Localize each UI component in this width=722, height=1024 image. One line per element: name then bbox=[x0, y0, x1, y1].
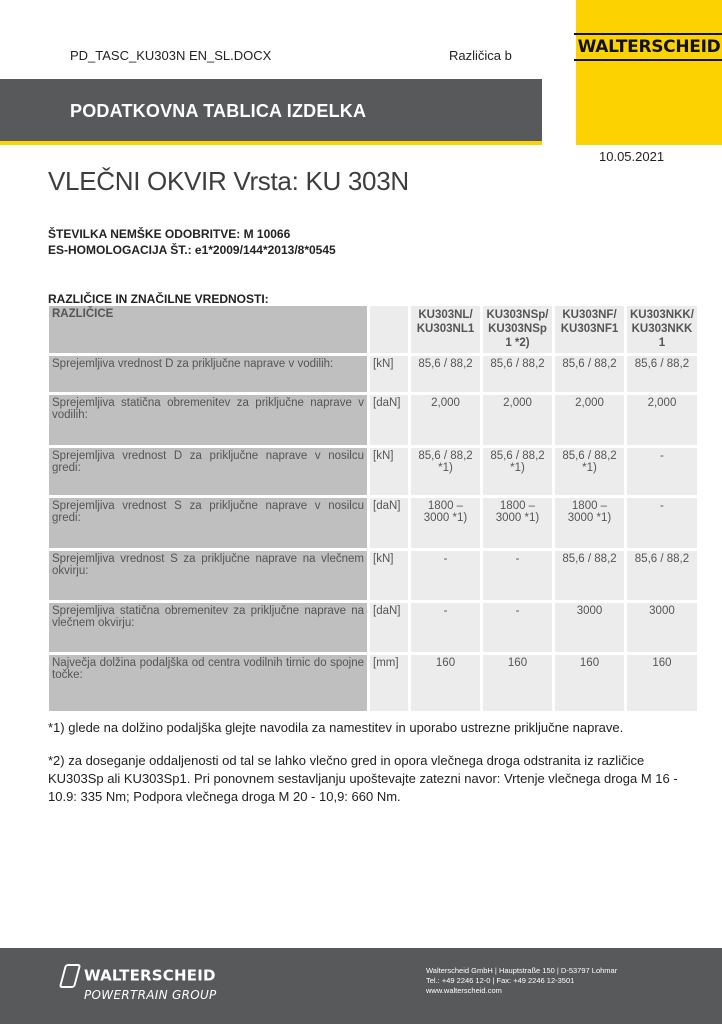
row-unit: [daN] bbox=[370, 498, 408, 548]
row-value: - bbox=[411, 603, 480, 652]
table-row bbox=[49, 603, 697, 652]
table-row bbox=[49, 395, 697, 445]
row-value: 160 bbox=[627, 655, 697, 711]
homologation-number: ES-HOMOLOGACIJA ŠT.: e1*2009/144*2013/8*0545 bbox=[48, 243, 336, 257]
row-description: Sprejemljiva vrednost S za priključne naprave na vlečnem okvirju: bbox=[49, 551, 367, 600]
row-value: 85,6 / 88,2 bbox=[555, 551, 624, 600]
row-description: Sprejemljiva statična obremenitev za priključne naprave na vlečnem okvirju: bbox=[49, 603, 367, 652]
row-value: 160 bbox=[555, 655, 624, 711]
row-value: 1800 – 3000 *1) bbox=[411, 498, 480, 548]
footer-logo-name: WALTERSCHEID bbox=[84, 966, 216, 985]
row-unit: [mm] bbox=[370, 655, 408, 711]
row-value: 85,6 / 88,2 bbox=[555, 356, 624, 392]
approval-number: ŠTEVILKA NEMŠKE ODOBRITVE: M 10066 bbox=[48, 227, 291, 241]
variants-title: RAZLIČICE IN ZNAČILNE VREDNOSTI: bbox=[48, 292, 269, 306]
row-description: Največja dolžina podaljška od centra vodilnih tirnic do spojne točke: bbox=[49, 655, 367, 711]
table-row bbox=[49, 356, 697, 392]
row-value: 2,000 bbox=[627, 395, 697, 445]
header-variants-label: RAZLIČICE bbox=[49, 306, 367, 353]
row-value: 2,000 bbox=[411, 395, 480, 445]
row-value: 160 bbox=[483, 655, 552, 711]
table-row bbox=[49, 498, 697, 548]
table-row bbox=[49, 448, 697, 495]
row-value: 1800 – 3000 *1) bbox=[555, 498, 624, 548]
row-unit: [daN] bbox=[370, 603, 408, 652]
row-value: 2,000 bbox=[483, 395, 552, 445]
row-value: - bbox=[627, 448, 697, 495]
row-value: - bbox=[483, 603, 552, 652]
table-row bbox=[49, 551, 697, 600]
logo-text: WALTERSCHEID bbox=[574, 33, 722, 61]
footer-logo bbox=[62, 964, 217, 1002]
header-accent-block bbox=[576, 0, 722, 145]
row-value: - bbox=[483, 551, 552, 600]
row-value: - bbox=[627, 498, 697, 548]
document-filename: PD_TASC_KU303N EN_SL.DOCX bbox=[70, 48, 272, 63]
footnote-1: *1) glede na dolžino podaljška glejte navodila za namestitev in uporabo ustrezne priključne naprave. bbox=[48, 720, 624, 735]
row-value: 85,6 / 88,2 *1) bbox=[555, 448, 624, 495]
row-value: 85,6 / 88,2 *1) bbox=[483, 448, 552, 495]
document-date: 10.05.2021 bbox=[599, 149, 665, 164]
row-value: 3000 bbox=[555, 603, 624, 652]
row-description: Sprejemljiva statična obremenitev za priključne naprave v vodilih: bbox=[49, 395, 367, 445]
column-header: KU303NL/ KU303NL1 bbox=[411, 306, 480, 353]
row-value: 1800 – 3000 *1) bbox=[483, 498, 552, 548]
footer-logo-line1 bbox=[62, 964, 217, 988]
row-unit: [kN] bbox=[370, 356, 408, 392]
specifications-table bbox=[46, 303, 700, 714]
row-value: 85,6 / 88,2 *1) bbox=[411, 448, 480, 495]
column-header: KU303NF/ KU303NF1 bbox=[555, 306, 624, 353]
table-row bbox=[49, 655, 697, 711]
row-unit: [daN] bbox=[370, 395, 408, 445]
row-value: 85,6 / 88,2 bbox=[411, 356, 480, 392]
row-value: 160 bbox=[411, 655, 480, 711]
page-title: VLEČNI OKVIR Vrsta: KU 303N bbox=[48, 166, 409, 196]
row-unit: [kN] bbox=[370, 448, 408, 495]
row-value: 85,6 / 88,2 bbox=[627, 356, 697, 392]
banner-title: PODATKOVNA TABLICA IZDELKA bbox=[70, 101, 367, 121]
row-description: Sprejemljiva vrednost S za priključne naprave v nosilcu gredi: bbox=[49, 498, 367, 548]
row-value: 3000 bbox=[627, 603, 697, 652]
footer-phone: Tel.: +49 2246 12-0 | Fax: +49 2246 12-3501 bbox=[426, 976, 575, 985]
row-value: 85,6 / 88,2 bbox=[627, 551, 697, 600]
header-unit-cell bbox=[370, 306, 408, 353]
row-description: Sprejemljiva vrednost D za priključne naprave v vodilih: bbox=[49, 356, 367, 392]
row-value: 2,000 bbox=[555, 395, 624, 445]
footnote-2: *2) za doseganje oddaljenosti od tal se lahko vlečno gred in opora vlečnega droga odstranita iz različice KU303Sp ali KU303Sp1. Pri ponovnem sestavljanju upoštevajte zatezni navor: Vrtenje vlečnega droga M 16 - 10.9: 335 Nm; Podpora vlečnega droga M 20 - 10,9: 660 Nm. bbox=[48, 753, 678, 804]
walterscheid-mark-icon bbox=[59, 964, 81, 988]
approval-info bbox=[48, 226, 336, 258]
column-header: KU303NKK/ KU303NKK 1 bbox=[627, 306, 697, 353]
row-description: Sprejemljiva vrednost D za priključne naprave v nosilcu gredi: bbox=[49, 448, 367, 495]
row-value: - bbox=[411, 551, 480, 600]
walterscheid-logo bbox=[576, 28, 722, 66]
row-unit: [kN] bbox=[370, 551, 408, 600]
footer-address: Walterscheid GmbH | Hauptstraße 150 | D-53797 Lohmar bbox=[426, 966, 618, 975]
row-value: 85,6 / 88,2 bbox=[483, 356, 552, 392]
footer-contact bbox=[426, 966, 617, 996]
document-version: Različica b bbox=[449, 48, 512, 63]
column-header: KU303NSp/ KU303NSp 1 *2) bbox=[483, 306, 552, 353]
table-header-row bbox=[49, 306, 697, 353]
footer-website: www.walterscheid.com bbox=[426, 986, 502, 995]
footer-logo-line2: POWERTRAIN GROUP bbox=[84, 988, 217, 1002]
